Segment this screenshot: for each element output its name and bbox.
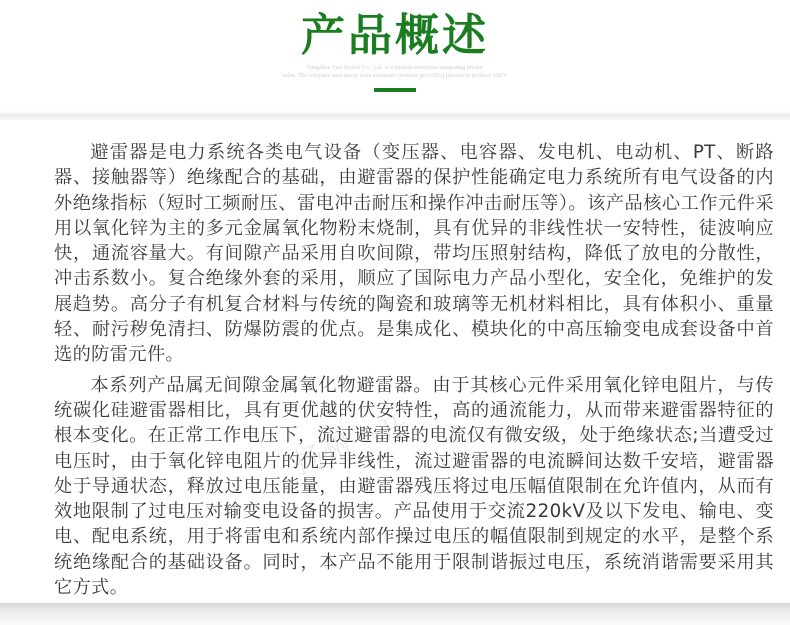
title-underline-divider: [374, 88, 416, 92]
watermark: 扬州一开: [288, 408, 414, 483]
section-header: [0, 0, 790, 110]
paragraph-1: 避雷器是电力系统各类电气设备（变压器、电容器、发电机、电动机、PT、断路器、接触器等）绝缘配合的基础，由避雷器的保护性能确定电力系统所有电气设备的内外绝缘指标（短时工频耐压、雷电冲击耐压和操作冲击耐压等）。该产品核心工作元件采用以氧化锌为主的多元金属氧化物粉末烧制，具有优异的非线性状一安特性，徒波响应快，通流容量大。有间隙产品采用自吹间隙，带均压照射结构，降低了放电的分散性，冲击系数小。复合绝缘外套的采用，顺应了国际电力产品小型化，安全化，免维护的发展趋势。高分子有机复合材料与传统的陶瓷和玻璃等无机材料相比，具有体积小、重量轻、耐污秽免清扫、防爆防震的优点。是集成化、模块化的中高压输变电成套设备中首选的防雷元件。: [54, 142, 774, 366]
section-subtitle: [0, 64, 790, 80]
overview-text: [54, 140, 774, 605]
card-top-divider: [0, 111, 790, 120]
paragraph-2: 本系列产品属无间隙金属氧化物避雷器。由于其核心元件采用氧化锌电阻片，与传统碳化硅避雷器相比，具有更优越的伏安特性，高的通流能力，从而带来避雷器特征的根本变化。在正常工作电压下，流过避雷器的电流仅有微安级，处于绝缘状态;当遭受过电压时，由于氧化锌电阻片的优异非线性，流过避雷器的电流瞬间达数千安培，避雷器处于导通状态，释放过电压能量，由避雷器残压将过电压幅值限制在允许值内，从而有效地限制了过电压对输变电设备的损害。产品使用于交流220kV及以下发电、输电、变电、配电系统，用于将雷电和系统内部作操过电压的幅值限制到规定的水平，是整个系统绝缘配合的基础设备。同时，本产品不能用于限制谐振过电压，系统消谐需要采用其它方式。: [54, 374, 774, 599]
card-bottom-shadow: [0, 603, 790, 625]
subtitle-line-1: Yangzhou Fast Switch Co., Ltd. is a modern enterprise integrating produc: [306, 65, 484, 71]
subtitle-line-2: sales. The company uses epoxy resin automatic pressure gel (APG) process to produce 10KV: [282, 73, 508, 79]
section-title: 产品概述: [301, 10, 489, 61]
overview-card: [0, 120, 790, 603]
